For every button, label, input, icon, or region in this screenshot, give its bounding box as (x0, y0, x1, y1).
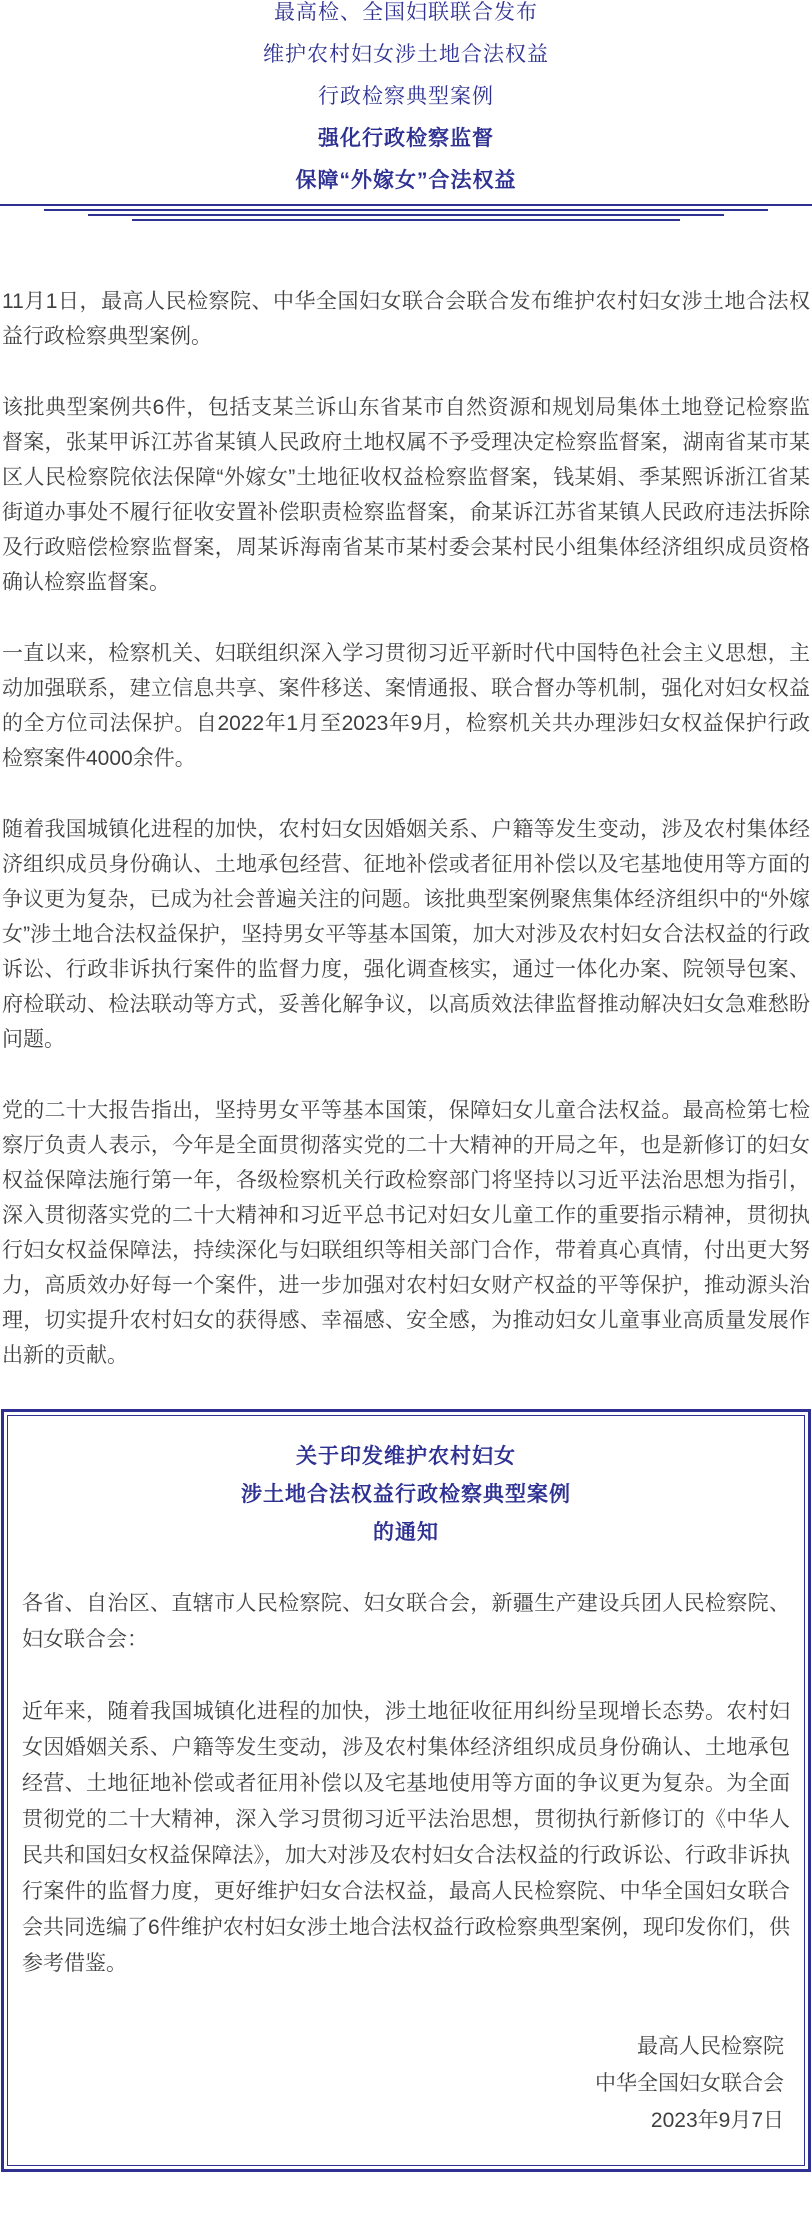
signature-date: 2023年9月7日 (650, 2109, 784, 2132)
title-line-4: 强化行政检察监督 (318, 127, 494, 150)
notice-body (22, 1586, 790, 2139)
article-body (2, 284, 810, 1373)
decorative-divider (0, 204, 812, 221)
notice-box (1, 1409, 811, 2172)
divider-line (132, 219, 680, 221)
title-line-2: 维护农村妇女涉土地合法权益 (263, 43, 549, 66)
notice-title-line-2: 涉土地合法权益行政检察典型案例 (241, 1483, 571, 1506)
notice-box-inner (7, 1415, 805, 2166)
paragraph-3: 一直以来，检察机关、妇联组织深入学习贯彻习近平新时代中国特色社会主义思想，主动加强联系，建立信息共享、案件移送、案情通报、联合督办等机制，强化对妇女权益的全方位司法保护。自2022年1月至2023年9月，检察机关共办理涉妇女权益保护行政检察案件4000余件。 (2, 642, 810, 770)
article-title-block (0, 0, 812, 202)
paragraph-1: 11月1日，最高人民检察院、中华全国妇女联合会联合发布维护农村妇女涉土地合法权益行政检察典型案例。 (2, 290, 810, 348)
divider-line (44, 209, 768, 211)
title-line-1: 最高检、全国妇联联合发布 (274, 1, 538, 24)
paragraph-2: 该批典型案例共6件，包括支某兰诉山东省某市自然资源和规划局集体土地登记检察监督案，张某甲诉江苏省某镇人民政府土地权属不予受理决定检察监督案，湖南省某市某区人民检察院依法保障“外嫁女”土地征收权益检察监督案，钱某娟、季某熙诉浙江省某街道办事处不履行征收安置补偿职责检察监督案，俞某诉江苏省某镇人民政府违法拆除及行政赔偿检察监督案，周某诉海南省某市某村委会某村民小组集体经济组织成员资格确认检察监督案。 (2, 396, 810, 594)
paragraph-4: 随着我国城镇化进程的加快，农村妇女因婚姻关系、户籍等发生变动，涉及农村集体经济组织成员身份确认、土地承包经营、征地补偿或者征用补偿以及宅基地使用等方面的争议更为复杂，已成为社会普遍关注的问题。该批典型案例聚焦集体经济组织中的“外嫁女”涉土地合法权益保护，坚持男女平等基本国策，加大对涉及农村妇女合法权益的行政诉讼、行政非诉执行案件的监督力度，强化调查核实，通过一体化办案、院领导包案、府检联动、检法联动等方式，妥善化解争议，以高质效法律监督推动解决妇女急难愁盼问题。 (2, 818, 810, 1051)
notice-title-line-3: 的通知 (373, 1521, 439, 1544)
title-line-3: 行政检察典型案例 (318, 85, 494, 108)
notice-salutation: 各省、自治区、直辖市人民检察院、妇女联合会，新疆生产建设兵团人民检察院、妇女联合会： (22, 1592, 790, 1651)
notice-title-line-1: 关于印发维护农村妇女 (296, 1445, 516, 1468)
signature-org-1: 最高人民检察院 (637, 2035, 784, 2058)
signature-org-2: 中华全国妇女联合会 (595, 2072, 784, 2095)
divider-line (0, 204, 812, 206)
notice-title (22, 1438, 790, 1552)
notice-signature (22, 2028, 790, 2139)
notice-text: 近年来，随着我国城镇化进程的加快，涉土地征收征用纠纷呈现增长态势。农村妇女因婚姻关系、户籍等发生变动，涉及农村集体经济组织成员身份确认、土地承包经营、土地征地补偿或者征用补偿以及宅基地使用等方面的争议更为复杂。为全面贯彻党的二十大精神，深入学习贯彻习近平法治思想，贯彻执行新修订的《中华人民共和国妇女权益保障法》，加大对涉及农村妇女合法权益的行政诉讼、行政非诉执行案件的监督力度，更好维护妇女合法权益，最高人民检察院、中华全国妇女联合会共同选编了6件维护农村妇女涉土地合法权益行政检察典型案例，现印发你们，供参考借鉴。 (22, 1700, 790, 1975)
title-line-5: 保障“外嫁女”合法权益 (295, 169, 517, 192)
paragraph-5: 党的二十大报告指出，坚持男女平等基本国策，保障妇女儿童合法权益。最高检第七检察厅负责人表示，今年是全面贯彻落实党的二十大精神的开局之年，也是新修订的妇女权益保障法施行第一年，各级检察机关行政检察部门将坚持以习近平法治思想为指引，深入贯彻落实党的二十大精神和习近平总书记对妇女儿童工作的重要指示精神，贯彻执行妇女权益保障法，持续深化与妇联组织等相关部门合作，带着真心真情，付出更大努力，高质效办好每一个案件，进一步加强对农村妇女财产权益的平等保护，推动源头治理，切实提升农村妇女的获得感、幸福感、安全感，为推动妇女儿童事业高质量发展作出新的贡献。 (2, 1099, 810, 1367)
divider-line (88, 214, 724, 216)
